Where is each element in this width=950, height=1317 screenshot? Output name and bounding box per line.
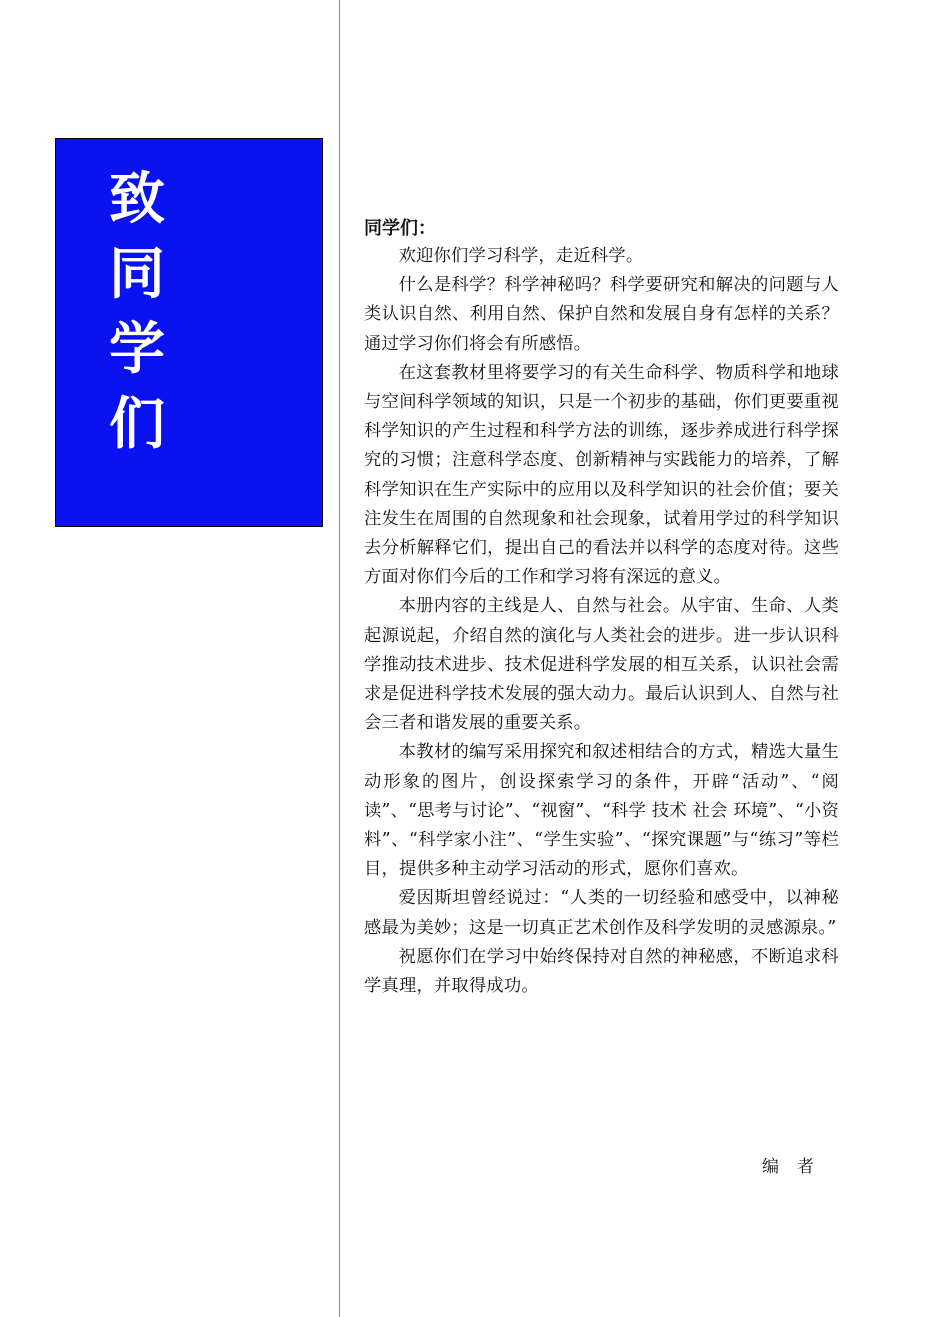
- paragraph-best-wishes: 祝愿你们在学习中始终保持对自然的神秘感，不断追求科学真理，并取得成功。: [364, 946, 839, 997]
- title-banner: [55, 138, 323, 527]
- page-divider-line: [339, 0, 340, 1317]
- paragraph-einstein-quote: 爱因斯坦曾经说过：“人类的一切经验和感受中，以神秘感最为美妙；这是一切真正艺术创作及科学发明的灵感源泉。”: [364, 888, 839, 938]
- paragraph-textbook-method: 本教材的编写采用探究和叙述相结合的方式，精选大量生动形象的图片，创设探索学习的条件，开辟“活动”、“阅读”、“思考与讨论”、“视窗”、“科学 技术 社会 环境”、“小资料”、“科学家小注”、“学生实验”、“探究课题”与“练习”等栏目，提供多种主动学习活动的形式，愿你们喜欢。: [364, 742, 839, 880]
- title-char-2: 同: [109, 242, 165, 307]
- paragraph-what-is-science: 什么是科学？科学神秘吗？科学要研究和解决的问题与人类认识自然、利用自然、保护自然和发展自身有怎样的关系？通过学习你们将会有所感悟。: [364, 275, 839, 354]
- title-char-3: 学: [109, 317, 165, 382]
- paragraph-curriculum: 在这套教材里将要学习的有关生命科学、物质科学和地球与空间科学领域的知识，只是一个初步的基础，你们更要重视科学知识的产生过程和科学方法的训练，逐步养成进行科学探究的习惯；注意科学态度、创新精神与实践能力的培养，了解科学知识在生产实际中的应用以及科学知识的社会价值；要关注发生在周围的自然现象和社会现象，试着用学过的科学知识去分析解释它们，提出自己的看法并以科学的态度对待。这些方面对你们今后的工作和学习将有深远的意义。: [364, 362, 839, 588]
- paragraph-main-theme: 本册内容的主线是人、自然与社会。从宇宙、生命、人类起源说起，介绍自然的演化与人类社会的进步。进一步认识科学推动技术进步、技术促进科学发展的相互关系，认识社会需求是促进科学技术发展的强大动力。最后认识到人、自然与社会三者和谐发展的重要关系。: [364, 596, 839, 734]
- author-signature: 编者: [762, 1157, 832, 1177]
- salutation: 同学们：: [364, 218, 436, 239]
- paragraph-welcome: 欢迎你们学习科学，走近科学。: [398, 246, 644, 266]
- title-char-1: 致: [109, 167, 165, 232]
- letter-body: [364, 214, 839, 1001]
- title-char-4: 们: [109, 392, 165, 457]
